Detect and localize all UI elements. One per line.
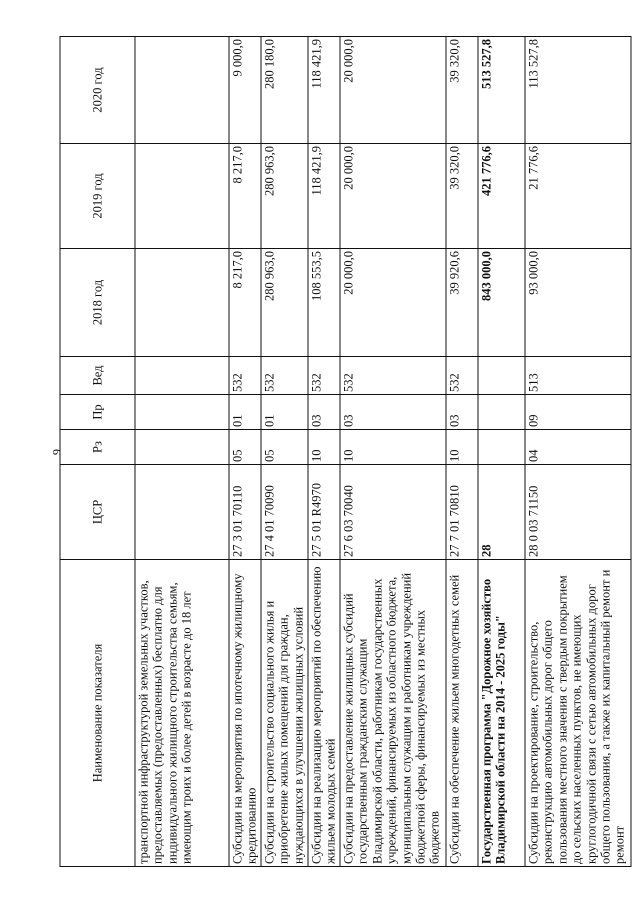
row-pr: 03 [446, 395, 478, 430]
row-2020 [135, 37, 229, 144]
row-csr: 28 [478, 465, 525, 560]
row-csr: 27 6 03 70040 [340, 465, 446, 560]
row-name: Субсидии на мероприятия по ипотечному жилищному кредитованию [229, 560, 261, 867]
row-csr: 27 3 01 70110 [229, 465, 261, 560]
row-2020: 9 000,0 [229, 37, 261, 144]
header-2020: 2020 год [60, 37, 135, 144]
row-ved: 532 [446, 357, 478, 395]
row-ved: 513 [525, 357, 631, 395]
row-2019: 118 421,9 [308, 144, 340, 249]
table-row [478, 37, 525, 867]
row-2019: 20 000,0 [340, 144, 446, 249]
header-rz: Рз [60, 430, 135, 465]
row-csr: 27 4 01 70090 [261, 465, 308, 560]
row-ved [135, 357, 229, 395]
row-2020: 280 180,0 [261, 37, 308, 144]
row-pr [135, 395, 229, 430]
row-name: Субсидии на предоставление жилищных субсидий государственным гражданским служащим Владимирской области, работникам государственных учреждений, финансируемых из областного бюджета, муниципальным служащим и работникам учреждений бюджетной сферы, финансируемых из местных бюджетов [340, 560, 446, 867]
row-ved: 532 [340, 357, 446, 395]
table-row [229, 37, 261, 867]
row-name: Государственная программа "Дорожное хозяйство Владимирской области на 2014 - 2025 годы" [478, 560, 525, 867]
row-rz: 05 [229, 430, 261, 465]
row-rz: 10 [308, 430, 340, 465]
row-rz: 05 [261, 430, 308, 465]
header-ved: Вед [60, 357, 135, 395]
row-2018: 108 553,5 [308, 249, 340, 357]
row-rz [478, 430, 525, 465]
row-csr [135, 465, 229, 560]
row-2018: 280 963,0 [261, 249, 308, 357]
row-pr: 03 [340, 395, 446, 430]
row-2020: 113 527,8 [525, 37, 631, 144]
row-2018: 20 000,0 [340, 249, 446, 357]
header-row [60, 37, 135, 867]
row-2019: 421 776,6 [478, 144, 525, 249]
row-pr: 01 [229, 395, 261, 430]
row-2018: 8 217,0 [229, 249, 261, 357]
row-name: Субсидии на строительство социального жилья и приобретение жилых помещений для граждан, нуждающихся в улучшении жилищных условий [261, 560, 308, 867]
row-pr: 01 [261, 395, 308, 430]
row-pr [478, 395, 525, 430]
row-2020: 118 421,9 [308, 37, 340, 144]
row-ved: 532 [308, 357, 340, 395]
header-name: Наименование показателя [60, 560, 135, 867]
row-csr: 27 7 01 70810 [446, 465, 478, 560]
row-ved: 532 [261, 357, 308, 395]
row-2018: 39 920,6 [446, 249, 478, 357]
row-2019: 39 320,0 [446, 144, 478, 249]
table-row [308, 37, 340, 867]
row-ved [478, 357, 525, 395]
row-csr: 28 0 03 71150 [525, 465, 631, 560]
header-csr: ЦСР [60, 465, 135, 560]
row-name: Субсидии на проектирование, строительство, реконструкцию автомобильных дорог общего пользования местного значения с твердым покрытием до сельских населенных пунктов, не имеющих круглогодичной связи с сетью автомобильных дорог общего пользования, а также их капитальный ремонт и ремонт [525, 560, 631, 867]
table-row [446, 37, 478, 867]
row-2018: 93 000,0 [525, 249, 631, 357]
budget-table [60, 36, 632, 867]
table-row [135, 37, 229, 867]
row-2020: 20 000,0 [340, 37, 446, 144]
row-rz: 04 [525, 430, 631, 465]
rotated-table-wrapper [60, 37, 627, 867]
row-pr: 09 [525, 395, 631, 430]
row-pr: 03 [308, 395, 340, 430]
header-pr: Пр [60, 395, 135, 430]
header-2018: 2018 год [60, 249, 135, 357]
table-row [525, 37, 631, 867]
row-ved: 532 [229, 357, 261, 395]
row-csr: 27 5 01 R4970 [308, 465, 340, 560]
row-rz: 10 [340, 430, 446, 465]
row-2019: 280 963,0 [261, 144, 308, 249]
row-rz [135, 430, 229, 465]
row-2018 [135, 249, 229, 357]
row-name: транспортной инфраструктурой земельных участков, предоставляемых (предоставленных) бесплатно для индивидуального жилищного строительства семьям, имеющим троих и более детей в возрасте до 18 лет [135, 560, 229, 867]
row-2020: 513 527,8 [478, 37, 525, 144]
row-2019: 8 217,0 [229, 144, 261, 249]
page-number: 9 [49, 449, 64, 455]
row-2020: 39 320,0 [446, 37, 478, 144]
row-name: Субсидии на обеспечение жильем многодетных семей [446, 560, 478, 867]
header-2019: 2019 год [60, 144, 135, 249]
row-2018: 843 000,0 [478, 249, 525, 357]
row-rz: 10 [446, 430, 478, 465]
table-row [261, 37, 308, 867]
row-2019 [135, 144, 229, 249]
table-row [340, 37, 446, 867]
row-name: Субсидии на реализацию мероприятий по обеспечению жильем молодых семей [308, 560, 340, 867]
row-2019: 21 776,6 [525, 144, 631, 249]
